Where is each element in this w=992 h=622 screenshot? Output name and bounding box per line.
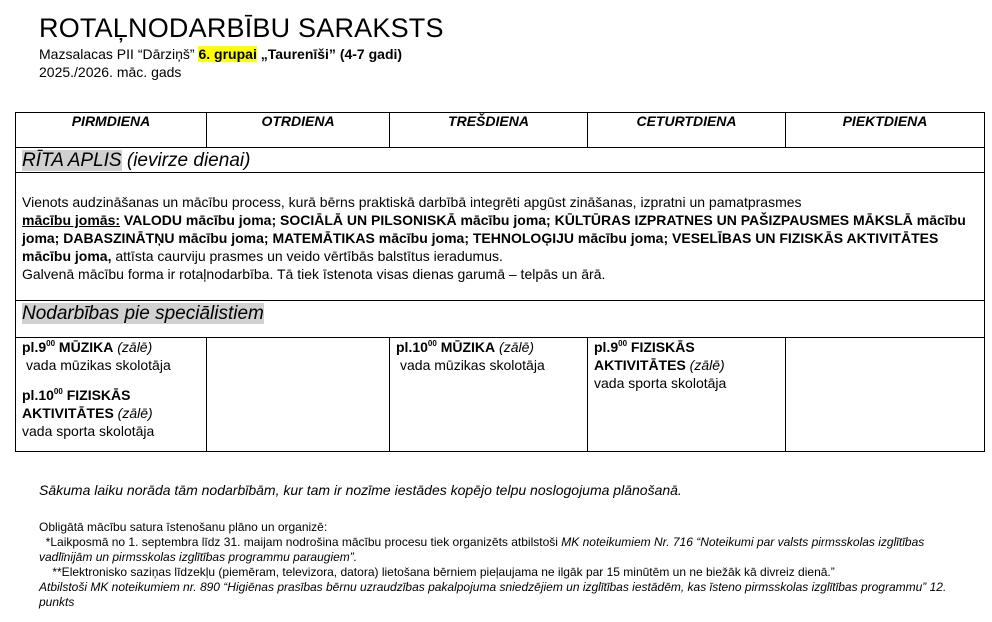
mon-b-name: FIZISKĀS AKTIVITĀTES bbox=[22, 387, 131, 421]
morning-title-row bbox=[16, 148, 985, 173]
day-wednesday: TREŠDIENA bbox=[390, 113, 588, 148]
morning-intro: Vienots audzināšanas un mācību process, kurā bērns praktiskā darbībā integrēti apgūst zināšanas, izpratni un pamatprasmes bbox=[22, 194, 802, 210]
morning-title: RĪTA APLIS bbox=[22, 150, 122, 171]
wed-sup: 00 bbox=[427, 339, 437, 348]
wed-time: pl.10 bbox=[396, 339, 428, 355]
areas-label: mācību jomās: bbox=[22, 212, 121, 228]
mon-b-room: (zālē) bbox=[113, 405, 153, 421]
day-monday: PIRMDIENA bbox=[16, 113, 207, 148]
friday-activities bbox=[786, 338, 985, 452]
day-tuesday: OTRDIENA bbox=[207, 113, 390, 148]
footer-line-3: **Elektronisko saziņas līdzekļu (piemēram, televizora, datora) lietošana bērniem pieļaujama ne ilgāk par 15 minūtēm un ne biežāk kā divreiz dienā.” bbox=[39, 565, 835, 579]
subtitle-group-highlight: 6. grupai bbox=[198, 46, 257, 62]
wed-room: (zālē) bbox=[495, 339, 535, 355]
timing-note: Sākuma laiku norāda tām nodarbībām, kur tam ir nozīme iestādes kopējo telpu noslogojuma plānošanā. bbox=[39, 482, 682, 498]
specialists-section-title bbox=[16, 301, 985, 338]
morning-desc-row bbox=[16, 173, 985, 301]
schedule-table bbox=[15, 112, 985, 452]
footer-l4: Atbilstoši MK noteikumiem nr. 890 “Higiēnas prasības bērnu uzraudzības pakalpojuma sniedzējiem un izglītības iestādēm, kas īsteno pirmsskolas izglītības programmu” 12. punkts bbox=[39, 580, 947, 609]
morning-subtitle: (ievirze dienai) bbox=[121, 150, 251, 171]
mon-activity-2 bbox=[22, 386, 200, 422]
morning-areas bbox=[22, 211, 978, 265]
footer-line-4 bbox=[39, 580, 974, 610]
morning-section-title bbox=[16, 148, 985, 173]
thu-time: pl.9 bbox=[594, 339, 619, 355]
mon-b-sup: 00 bbox=[53, 387, 63, 396]
subtitle-group bbox=[39, 46, 402, 63]
wednesday-activities bbox=[390, 338, 588, 452]
mon-b-time: pl.10 bbox=[22, 387, 54, 403]
areas-tail: attīsta caurviju prasmes un veido vērtībās balstītus ieradumus. bbox=[111, 248, 503, 264]
morning-last: Galvenā mācību forma ir rotaļnodarbība. Tā tiek īstenota visas dienas garumā – telpās un ārā. bbox=[22, 266, 606, 282]
footer-l2a: *Laikposmā no 1. septembra līdz 31. maijam nodrošina mācību procesu tiek organizēts atbilstoši bbox=[39, 535, 562, 549]
footer-line-1: Obligātā mācību satura īstenošanu plāno un organizē: bbox=[39, 520, 328, 534]
specialists-title: Nodarbības pie speciālistiem bbox=[22, 303, 264, 324]
thu-room: (zālē) bbox=[685, 357, 725, 373]
day-thursday: CETURTDIENA bbox=[588, 113, 786, 148]
mon-a-room: (zālē) bbox=[113, 339, 153, 355]
day-friday: PIEKTDIENA bbox=[786, 113, 985, 148]
specialists-title-row bbox=[16, 301, 985, 338]
wed-activity bbox=[396, 338, 581, 356]
thu-name: FIZISKĀS AKTIVITĀTES bbox=[594, 339, 695, 373]
morning-description bbox=[16, 173, 985, 301]
areas-list: VALODU mācību joma; SOCIĀLĀ UN PILSONISKĀ mācību joma; KŪLTŪRAS IZPRATNES UN PAŠIZPAUSMES MĀKSLĀ mācību joma; DABASZINĀTŅU mācību joma; MATEMĀTIKAS mācību joma; TEHNOLOĢIJU mācību joma; VESELĪBAS UN FIZISKĀS AKTIVITĀTES mācību joma, bbox=[22, 212, 966, 264]
subtitle-group-name: „Taurenīši” (4-7 gadi) bbox=[256, 46, 403, 62]
mon-a-time: pl.9 bbox=[22, 339, 47, 355]
monday-activities bbox=[16, 338, 207, 452]
thursday-activities bbox=[588, 338, 786, 452]
footer-l2b: MK noteikumiem Nr. 716 “Noteikumi par valsts pirmsskolas izglītības vadlīnijām un pirmsskolas izglītības programmu paraugiem”. bbox=[39, 535, 928, 564]
thu-sup: 00 bbox=[618, 339, 628, 348]
subtitle-school: Mazsalacas PII “Dārziņš” bbox=[39, 46, 199, 62]
subtitle-year: 2025./2026. māc. gads bbox=[39, 64, 182, 80]
tuesday-activities bbox=[207, 338, 390, 452]
footer-notes bbox=[39, 520, 974, 610]
mon-b-lead: vada sporta skolotāja bbox=[22, 423, 155, 439]
mon-activity-1 bbox=[22, 338, 200, 356]
days-row bbox=[16, 113, 985, 148]
page-title: ROTAĻNODARBĪBU SARAKSTS bbox=[39, 13, 444, 43]
mon-a-name: MŪZIKA bbox=[55, 339, 114, 355]
thu-lead: vada sporta skolotāja bbox=[594, 375, 727, 391]
wed-lead: vada mūzikas skolotāja bbox=[400, 357, 545, 373]
footer-line-2 bbox=[39, 535, 974, 565]
mon-a-lead: vada mūzikas skolotāja bbox=[26, 357, 171, 373]
mon-a-sup: 00 bbox=[46, 339, 56, 348]
wed-name: MŪZIKA bbox=[436, 339, 496, 355]
thu-activity bbox=[594, 338, 779, 374]
specialists-row bbox=[16, 338, 985, 452]
